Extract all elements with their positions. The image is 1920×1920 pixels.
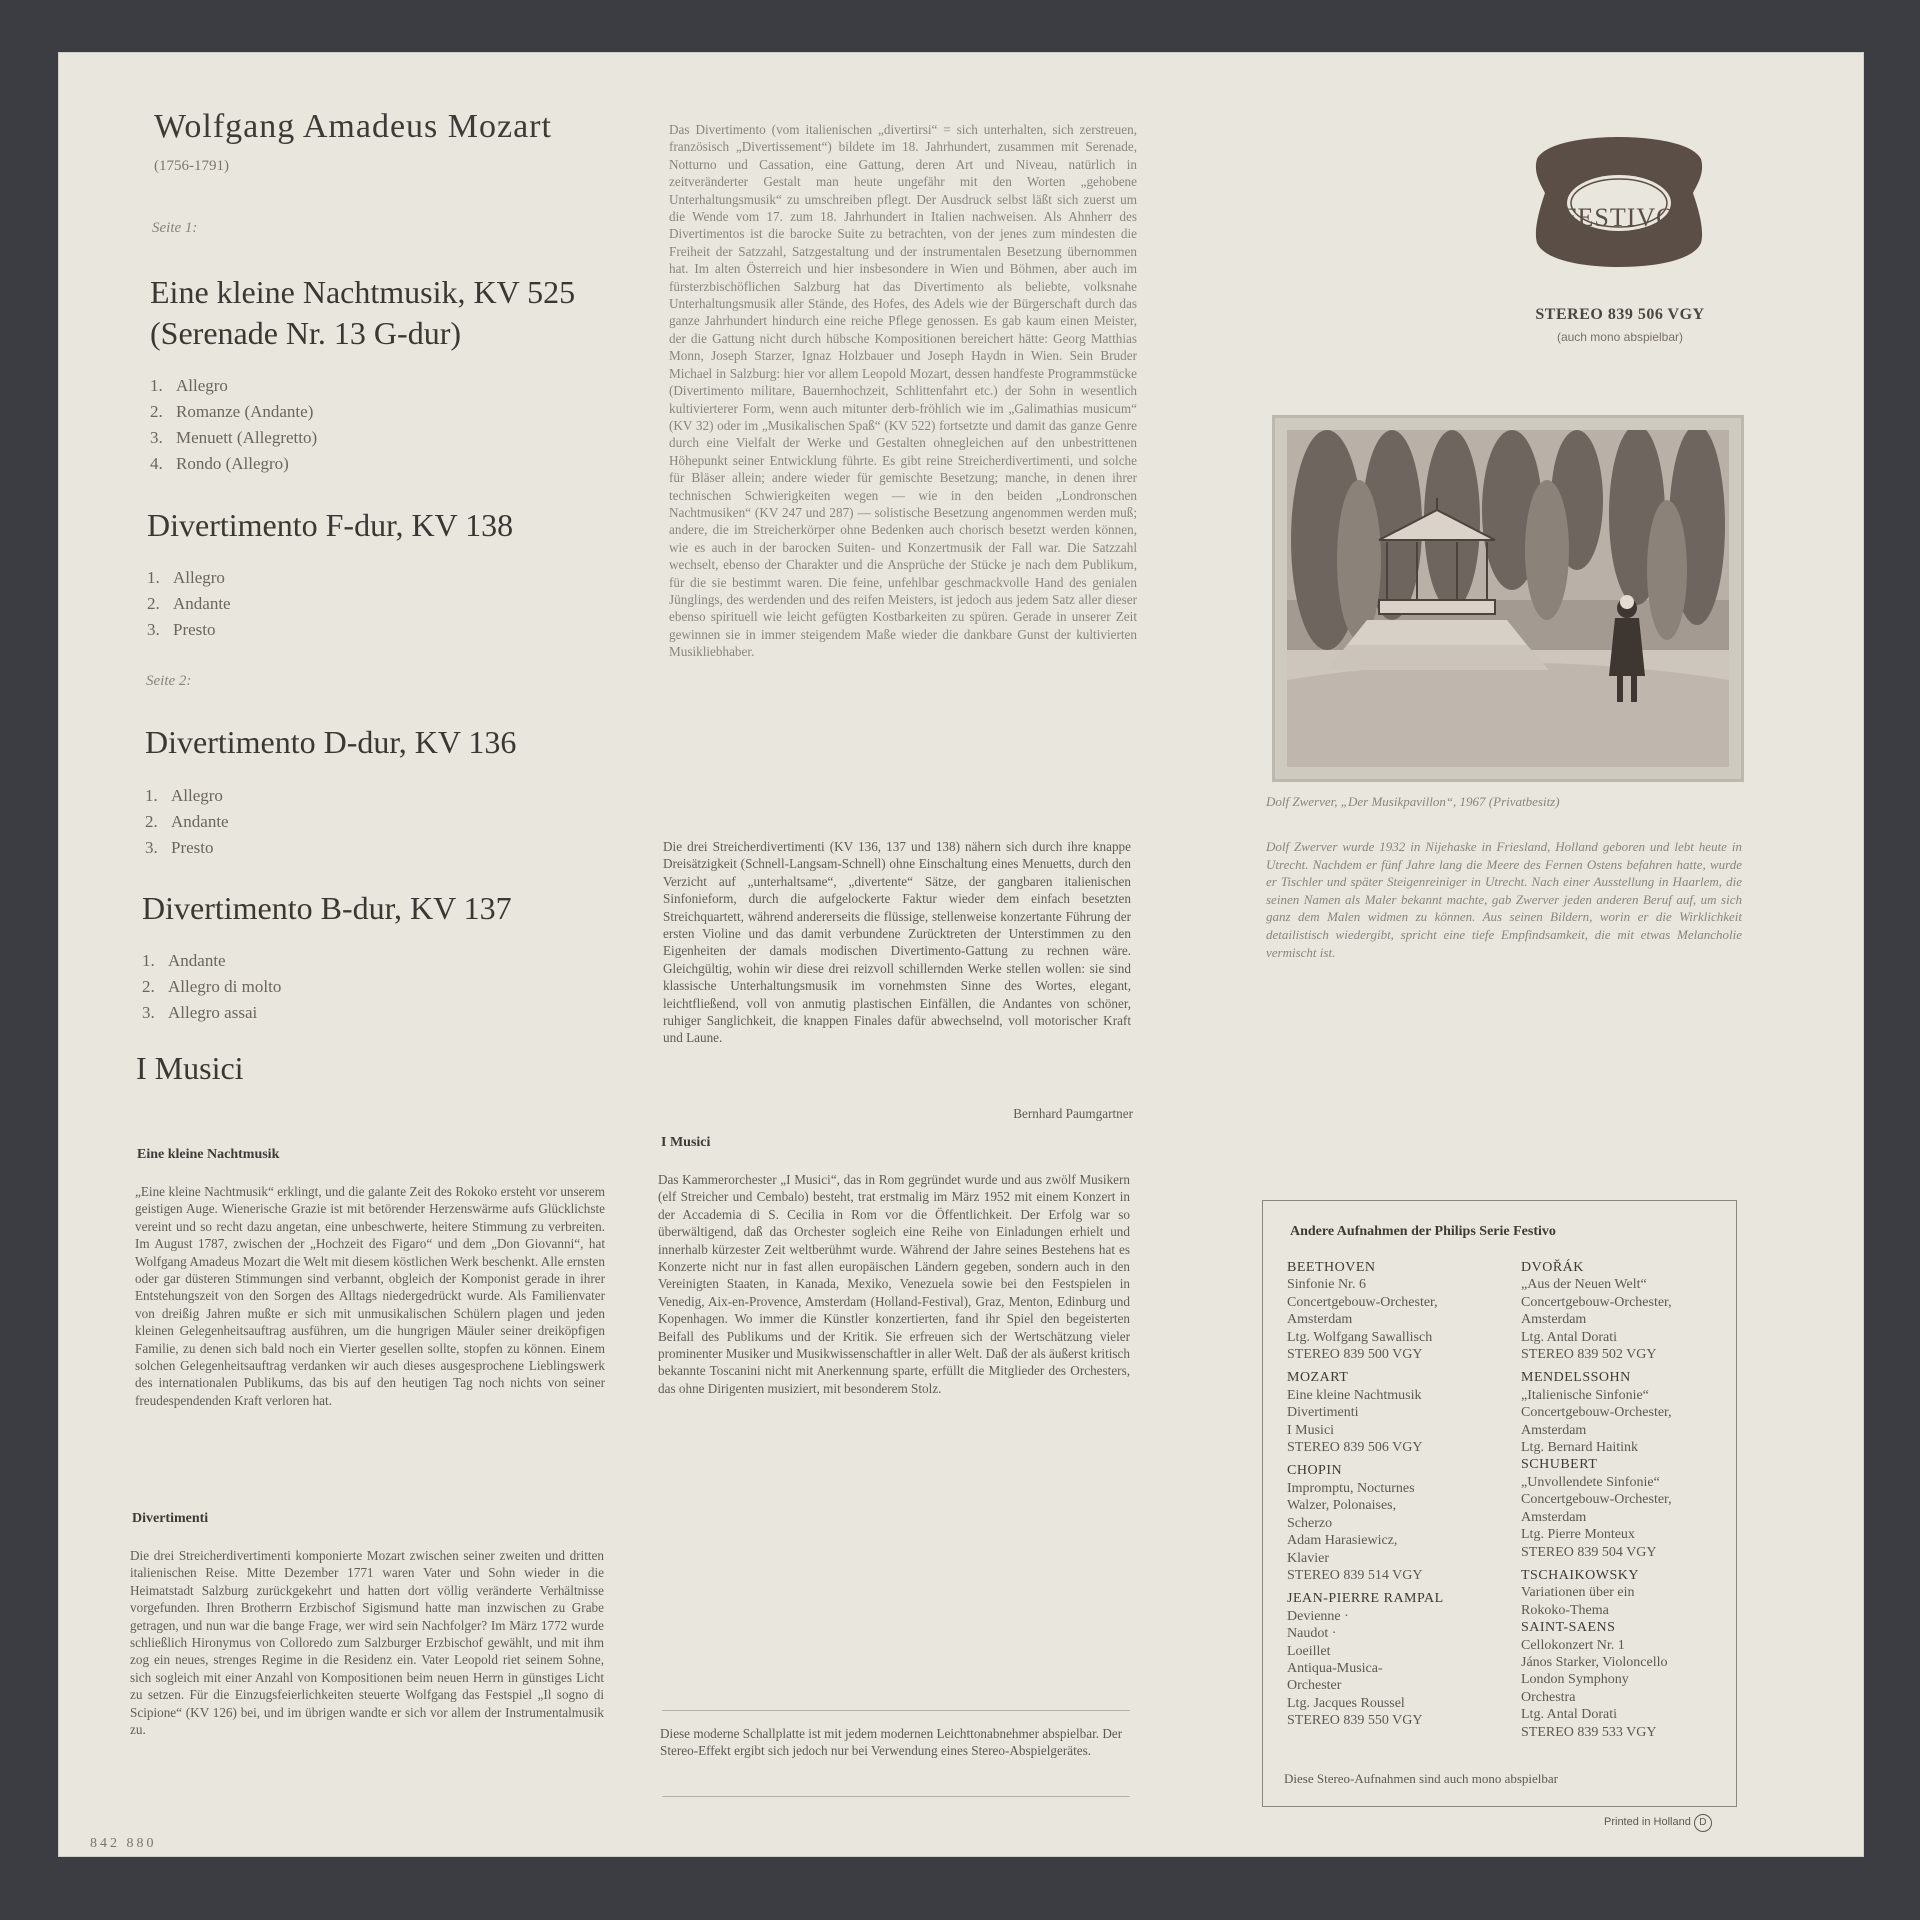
recording-item: BEETHOVEN Sinfonie Nr. 6 Concertgebouw-Orchester, Amsterdam Ltg. Wolfgang Sawallisch STEREO 839 500 VGY (1287, 1260, 1438, 1363)
notes-author: Bernhard Paumgartner (1013, 1106, 1133, 1121)
movement: 2. Andante (145, 812, 229, 831)
work-4-movements (142, 948, 281, 1026)
composer-dates: (1756-1791) (154, 158, 229, 174)
movement: 3. Menuett (Allegretto) (150, 428, 318, 447)
recordings-right-column (1521, 1259, 1731, 1741)
notes-heading-divertimenti: Divertimenti (132, 1511, 209, 1526)
notes-text-nachtmusik: „Eine kleine Nachtmusik“ erklingt, und die galante Zeit des Rokoko ersteht vor unserem geistigen Auge. Wienerische Grazie ist mit betörender Herzenswärme aufs Glücklichste vereint und so recht dazu angetan, eine unbeschwerte, heitere Stimmung zu verbreiten. Im August 1787, zwischen der „Hochzeit des Figaro“ und dem „Don Giovanni“, hat Wolfgang Amadeus Mozart die Welt mit diesem köstlichen Werk beschenkt. Alle ernsten oder gar düsteren Stimmungen sind verbannt, obgleich der Komponist gerade in ihrer Entstehungszeit von den Sorgen des Alltags niedergedrückt wurde. Als Familienvater von dreißig Jahren mußte er sich mit unmusikalischen Schülern plagen und jeden kleinen Gelegenheitsauftrag ausführen, um die hungrigen Mäuler seiner dreiköpfigen Familie, zu denen sich bald noch ein Vierter gesellen sollte, stopfen zu können. Einem solchen Gelegenheitsauftrag verdanken wir auch dieses ausgesprochene Lieblingswerk des internationalen Publikums, das bis auf den heutigen Tag noch nichts von seiner freudespendenden Kraft verloren hat. (135, 1184, 605, 1408)
side-2-label: Seite 2: (146, 673, 192, 689)
side-1-label: Seite 1: (152, 220, 198, 236)
festivo-logo-icon (1533, 133, 1705, 271)
mono-note: (auch mono abspielbar) (1556, 330, 1684, 344)
recording-item: SCHUBERT „Unvollendete Sinfonie“ Concertgebouw-Orchester, Amsterdam Ltg. Pierre Monteux STEREO 839 504 VGY (1521, 1457, 1672, 1560)
notes-text-divertimenti: Die drei Streicherdivertimenti komponierte Mozart zwischen seiner zweiten und dritten italienischen Reise. Mitte Dezember 1771 waren Vater und Sohn wieder in die Heimatstadt Salzburg zurückgekehrt und hatten dort völlig veränderte Verhältnisse vorgefunden. Ihren Brotherrn Erzbischof Sigismund hatte man inzwischen zu Grabe getragen, und nun war die bange Frage, wer wird sein Nachfolger? Im März 1772 wurde schließlich Hironymus von Colloredo zum Salzburger Erzbischof gewählt, und mit ihm zog ein neues, strenges Regime in die Residenz ein. Vater Leopold riet seinem Sohne, sich sogleich mit einer Anzahl von Kompositionen beim neuen Herrn in günstiges Licht zu setzen. Für die Einzugsfeierlichkeiten steuerte Wolfgang das Festspiel „Il sogno di Scipione“ (KV 126) bei, und im übrigen wandte er sich vor allem der Instrumentalmusik zu. (130, 1548, 604, 1738)
festivo-logo-text: FESTIVO (1562, 203, 1676, 232)
work-2-title: Divertimento F-dur, KV 138 (147, 507, 514, 543)
work-2-movements (147, 565, 231, 643)
movement: 1. Allegro (145, 786, 223, 805)
work-1-subtitle: (Serenade Nr. 13 G-dur) (150, 315, 461, 351)
painting-frame (1272, 415, 1744, 782)
notes-heading-nachtmusik: Eine kleine Nachtmusik (137, 1147, 280, 1162)
notes-text-string-divertimenti: Die drei Streicherdivertimenti (KV 136, 137 und 138) nähern sich durch ihre knappe Dreisätzigkeit (Schnell-Langsam-Schnell) ohne Einschaltung eines Menuetts, durch den Verzicht auf „unterhaltsame“, „divertente“ Sätze, der gangbaren italienischen Sinfonieform, durch die aufgelockerte Faktur wieder dem einfach besetzten Streichquartett, während andererseits die flüssige, stellenweise konzertante Führung der ersten Violine und das damit verbundene Zurücktreten der Unterstimmen zu den Eigenheiten der damals modischen Divertimento-Gattung zu rechnen wäre. Gleichgültig, wohin wir diese drei reizvoll schillernden Werke stellen wollen: sie sind klassische Unterhaltungsmusik im vornehmsten Sinne des Wortes, elegant, leichtfließend, voll von anmutig plastischen Einfällen, die Andantes von schöner, ruhiger Sanglichkeit, die knappen Finales dafür abwechselnd, voll motorischer Kraft und Laune. (663, 839, 1131, 1046)
notes-text-divertimento-history: Das Divertimento (vom italienischen „divertirsi“ = sich unterhalten, sich zerstreuen, französisch „Divertissement“) bildete im 18. Jahrhundert, zusammen mit Serenade, Notturno und Cassation, eine Gattung, deren Art und Niveau, natürlich in zeitveränderter Gestalt man heute ungefähr mit den Worten „gehobene Unterhaltungsmusik“ zu umschreiben pflegt. Der Ausdruck selbst läßt sich zuerst um die Wende vom 17. zum 18. Jahrhundert in Italien nachweisen. Als Ahnherr des Divertimentos ist die barocke Suite zu betrachten, von der jenes zum mindesten die Freiheit der Satzzahl, Satzgestaltung und der instrumentalen Besetzung übernommen hat. Im alten Österreich und hier insbesondere in Wien und Böhmen, aber auch im fürsterzbischöflichen Salzburg hat das Divertimento als beliebte, volksnahe Unterhaltungsmusik aller Stände, des Hofes, des Adels wie der Bürgerschaft durch das ganze Jahrhundert hindurch eine reiche Pflege genossen. Es gab kaum einen Meister, der die Gattung nicht durch hübsche Kompositionen bereichert hätte: Georg Matthias Monn, Joseph Starzer, Ignaz Holzbauer und Joseph Haydn in Wien. Sein Bruder Michael in Salzburg: hier vor allem Leopold Mozart, dessen handfeste Programmstücke (Divertimento militare, Bauernhochzeit, Schlittenfahrt etc.) der Sohn in wesentlich kultivierterer Form, wenn auch mitunter derb-fröhlich wie im „Galimathias musicum“ (KV 32) oder im „Musikalischen Spaß“ (KV 522) fortsetzte und damit das ganze Genre durch eine Vielfalt der Werke und Gestalten ohnegleichen auf den unbestrittenen Höhepunkt seiner Entwicklung führte. Es gibt reine Streicherdivertimenti, und solche für Bläser allein; andere wieder für gemischte Besetzung; manche, in denen ihrer technischen Schwierigkeiten wegen — wie in den beiden „Londronschen Nachtmusiken“ (KV 247 und 287) — solistische Besetzung angenommen werden muß; andere, die im Streicherkörper ohne Bedenken auch chorisch besetzt werden können, wie es auch in der barocken Suiten- und Konzertmusik der Fall war. Die Satzzahl wechselt, ebenso der Charakter und die Ansprüche der Stücke je nach dem Publikum, für die sie bestimmt waren. Die feine, unfehlbar geschmackvolle Hand des genialen Jünglings, des werdenden und des reifen Meisters, ist jedoch aus jedem Satz aller dieser ebenso spirituell wie leicht gefügten Kostbarkeiten zu spüren. Gerade in unserer Zeit gewinnen sie in immer steigendem Maße wieder die dankbare Gunst der kultivierten Musikliebhaber. (669, 122, 1137, 660)
work-4-title: Divertimento B-dur, KV 137 (142, 890, 512, 926)
playback-notice: Diese moderne Schallplatte ist mit jedem modernen Leichttonabnehmer abspielbar. Der Stereo-Effekt ergibt sich jedoch nur bei Verwendung eines Stereo-Abspielgerätes. (660, 1726, 1123, 1759)
recording-item: SAINT-SAENS Cellokonzert Nr. 1 János Starker, Violoncello London Symphony Orchestra Ltg. Antal Dorati STEREO 839 533 VGY (1521, 1620, 1668, 1740)
work-1-title: Eine kleine Nachtmusik, KV 525 (150, 274, 576, 310)
recording-item: MENDELSSOHN „Italienische Sinfonie“ Concertgebouw-Orchester, Amsterdam Ltg. Bernard Haitink (1521, 1370, 1672, 1456)
movement: 3. Presto (145, 838, 214, 857)
notes-text-i-musici: Das Kammerorchester „I Musici“, das in Rom gegründet wurde und aus zwölf Musikern (elf Streicher und Cembalo) besteht, trat erstmalig im März 1952 mit einem Konzert in der Accademia di S. Cecilia in Rom vor die Öffentlichkeit. Der Erfolg war so überwältigend, daß das Orchester sogleich eine Reihe von Einladungen erhielt und innerhalb kürzester Zeit weltberühmt wurde. Während der Jahre seines Bestehens hat es Konzerte nicht nur in fast allen europäischen Ländern gegeben, sondern auch in den Vereinigten Staaten, in Kanada, Mexiko, Venezuela sowie bei den Festspielen in Venedig, Aix-en-Provence, Amsterdam (Holland-Festival), Graz, Menton, Edinburg und Kopenhagen. Wo immer die Künstler konzertierten, fand ihr Spiel den begeisterten Beifall des Publikums und der Kritik. Sie erfreuen sich der Wertschätzung vieler prominenter Musiker und Musikwissenschaftler in aller Welt. Daß der als äußerst kritisch bekannte Toscanini nicht mit Anerkennung sparte, erfüllt die Mitglieder des Orchesters, das ohne Dirigenten musiziert, mit besonderem Stolz. (658, 1172, 1130, 1396)
printed-in-holland: Printed in Holland D (1604, 1814, 1712, 1832)
movement: 2. Andante (147, 594, 231, 613)
divider (662, 1796, 1130, 1797)
movement: 3. Presto (147, 620, 216, 639)
notes-heading-i-musici: I Musici (661, 1135, 711, 1150)
movement: 2. Romanze (Andante) (150, 402, 314, 421)
divider (662, 1710, 1130, 1711)
ensemble-name: I Musici (136, 1050, 244, 1086)
movement: 3. Allegro assai (142, 1003, 258, 1022)
recording-item: JEAN-PIERRE RAMPAL Devienne · Naudot · Loeillet Antiqua-Musica- Orchester Ltg. Jacques Roussel STEREO 839 550 VGY (1287, 1591, 1444, 1729)
work-3-title: Divertimento D-dur, KV 136 (145, 724, 517, 760)
other-recordings-title: Andere Aufnahmen der Philips Serie Festivo (1290, 1224, 1556, 1239)
printer-mark-icon: D (1694, 1814, 1712, 1832)
painting-image (1287, 430, 1729, 767)
catalog-stamp: 842 880 (90, 1836, 157, 1851)
recording-item: TSCHAIKOWSKY Variationen über ein Rokoko-Thema (1521, 1567, 1639, 1618)
movement: 1. Allegro (150, 376, 228, 395)
work-1-movements (150, 373, 317, 477)
recordings-left-column (1287, 1259, 1507, 1730)
other-recordings-footer: Diese Stereo-Aufnahmen sind auch mono abspielbar (1284, 1771, 1559, 1786)
recording-item: MOZART Eine kleine Nachtmusik Divertimenti I Musici STEREO 839 506 VGY (1287, 1370, 1423, 1456)
recording-item: CHOPIN Impromptu, Nocturnes Walzer, Polonaises, Scherzo Adam Harasiewicz, Klavier STEREO 839 514 VGY (1287, 1463, 1423, 1583)
movement: 2. Allegro di molto (142, 977, 282, 996)
movement: 4. Rondo (Allegro) (150, 454, 289, 473)
catalog-number: STEREO 839 506 VGY (1535, 306, 1705, 323)
movement: 1. Allegro (147, 568, 225, 587)
recording-item: DVOŘÁK „Aus der Neuen Welt“ Concertgebouw-Orchester, Amsterdam Ltg. Antal Dorati STEREO 839 502 VGY (1521, 1260, 1672, 1363)
painter-biography: Dolf Zwerver wurde 1932 in Nijehaske in Friesland, Holland geboren und lebt heute in Utrecht. Nachdem er fünf Jahre lang die Meere des Fernen Ostens befahren hatte, wurde er Tischler und später Steigenreiniger in Utrecht. Nach einer Ausstellung in Haarlem, die seinen Namen als Maler bekannt machte, gab Zwerver jeden anderen Beruf auf, um sich ganz dem Malen widmen zu können. Aus seinen Bildern, worin er die Wirklichkeit detailistisch wiedergibt, spricht eine tiefe Empfindsamkeit, die mit etwas Melancholie vermischt ist. (1266, 839, 1742, 960)
movement: 1. Andante (142, 951, 226, 970)
work-3-movements (145, 783, 229, 861)
painting-caption: Dolf Zwerver, „Der Musikpavillon“, 1967 (Privatbesitz) (1266, 794, 1560, 809)
composer-name: Wolfgang Amadeus Mozart (154, 108, 552, 145)
